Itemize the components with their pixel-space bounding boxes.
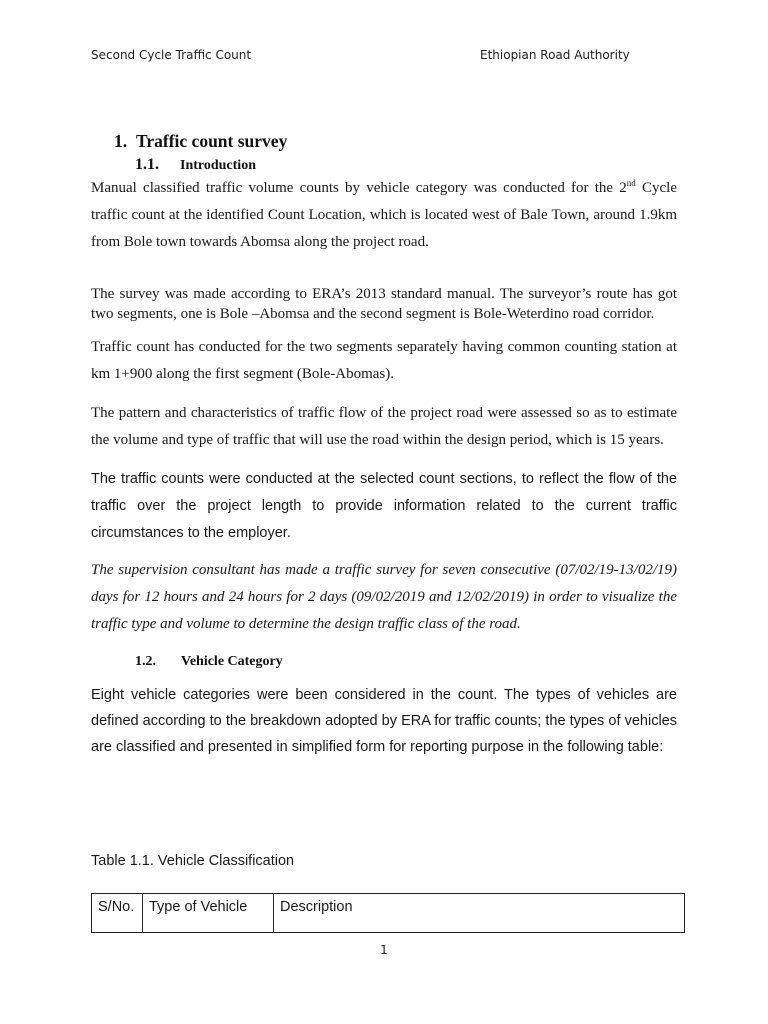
table-header-row bbox=[92, 894, 685, 933]
running-header-left: Second Cycle Traffic Count bbox=[91, 48, 252, 62]
page-number: 1 bbox=[380, 943, 388, 957]
paragraph-pattern: The pattern and characteristics of traffic flow of the project road were assessed so as to estimate the volume and type of traffic that will use the road within the design period, which is 15 years. bbox=[91, 405, 677, 448]
superscript-ordinal: nd bbox=[626, 178, 636, 188]
column-header-description: Description bbox=[274, 894, 685, 933]
running-header-right: Ethiopian Road Authority bbox=[480, 48, 630, 62]
subsection-number: 1.2. bbox=[135, 654, 156, 669]
vehicle-classification-table bbox=[91, 893, 685, 933]
paragraph-traffic-counts: The traffic counts were conducted at the selected count sections, to reflect the flow of the traffic over the project length to provide information related to the current traffic circumstances to the employer. bbox=[91, 471, 677, 541]
section-heading-1 bbox=[114, 131, 287, 152]
subsection-title: Vehicle Category bbox=[181, 654, 283, 669]
subsection-number: 1.1. bbox=[135, 156, 159, 173]
column-header-type: Type of Vehicle bbox=[143, 894, 274, 933]
section-title: Traffic count survey bbox=[136, 131, 288, 151]
table-caption: Table 1.1. Vehicle Classification bbox=[91, 853, 295, 869]
subsection-title: Introduction bbox=[180, 158, 256, 173]
paragraph-survey-route: The survey was made according to ERA’s 2013 standard manual. The surveyor’s route has got two segments, one is Bole –Abomsa and the second segment is Bole-Weterdino road corridor. bbox=[91, 286, 677, 322]
paragraph-count-location bbox=[91, 175, 677, 256]
paragraph-supervision: The supervision consultant has made a traffic survey for seven consecutive (07/02/19-13/02/19) days for 12 hours and 24 hours for 2 days (09/02/2019 and 12/02/2019) in order to visualize the traffic type and volume to determine the design traffic class of the road. bbox=[91, 562, 677, 632]
paragraph-segments: Traffic count has conducted for the two segments separately having common counting station at km 1+900 along the first segment (Bole-Abomas). bbox=[91, 339, 677, 382]
subsection-heading-introduction bbox=[135, 156, 256, 174]
subsection-heading-vehicle-category bbox=[135, 654, 283, 670]
paragraph-vehicle-categories: Eight vehicle categories were been considered in the count. The types of vehicles are defined according to the breakdown adopted by ERA for traffic counts; the types of vehicles are classified and presented in simplified form for reporting purpose in the following table: bbox=[91, 687, 677, 755]
paragraph-text: Manual classified traffic volume counts by vehicle category was conducted for the 2 bbox=[91, 180, 627, 196]
section-number: 1. bbox=[114, 131, 128, 151]
column-header-sno: S/No. bbox=[92, 894, 143, 933]
paragraph-text: Cycle traffic count at the identified Count Location, which is located west of Bale Town, around 1.9km from Bole town towards Abomsa along the project road. bbox=[91, 180, 677, 250]
